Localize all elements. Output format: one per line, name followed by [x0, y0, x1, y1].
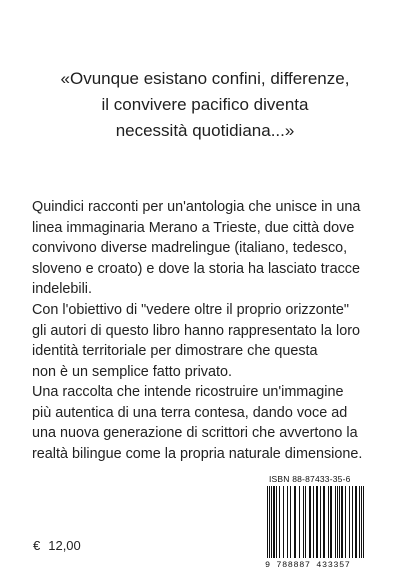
barcode-bar — [335, 486, 336, 558]
blurb-line: convivono diverse madrelingue (italiano, tedesco, — [32, 240, 348, 257]
blurb-line: Quindici racconti per un'antologia che unisce in una — [32, 199, 361, 215]
blurb-paragraph-3 — [32, 382, 382, 464]
barcode-bar — [309, 486, 311, 558]
barcode-bar — [341, 486, 343, 558]
price-amount: 12,00 — [48, 538, 81, 553]
price — [33, 538, 81, 553]
blurb-line: Con l'obiettivo di "vedere oltre il proprio orizzonte" — [32, 302, 349, 318]
barcode-bar — [330, 486, 332, 558]
blurb-line: identità territoriale per dimostrare che questa — [32, 343, 318, 360]
barcode-bar — [273, 486, 275, 558]
barcode-bar — [345, 486, 346, 558]
barcode-bar — [305, 486, 306, 558]
blurb-paragraph-1 — [32, 197, 382, 300]
barcode-bar — [269, 486, 270, 558]
blurb-line: linea immaginaria Merano a Trieste, due città dove — [32, 219, 355, 236]
barcode-bar — [349, 486, 350, 558]
barcode-bar — [352, 486, 353, 558]
blurb-line: Una raccolta che intende ricostruire un'immagine — [32, 384, 344, 400]
barcode-bar — [271, 486, 272, 558]
isbn-barcode-block — [263, 474, 388, 578]
blurb-line: non è un semplice fatto privato. — [32, 363, 232, 380]
barcode-bar — [359, 486, 360, 558]
barcode-bar — [316, 486, 318, 558]
isbn-label: ISBN 88-87433-35-6 — [269, 474, 351, 484]
cover-quote — [40, 66, 370, 144]
barcode-digits: 9 788887 433357 — [265, 560, 351, 570]
barcode-bar — [323, 486, 325, 558]
currency-symbol: € — [33, 538, 41, 553]
barcode-bar — [328, 486, 329, 558]
barcode-bar — [276, 486, 277, 558]
blurb-line: sloveno e croato) e dove la storia ha lasciato tracce — [32, 260, 360, 277]
blurb-line: gli autori di questo libro hanno rappresentato la loro — [32, 322, 360, 339]
barcode-bar — [363, 486, 364, 558]
barcode-bar — [279, 486, 280, 558]
quote-line: il convivere pacifico diventa — [101, 95, 309, 114]
blurb-line: indelebili. — [32, 281, 93, 298]
barcode-bar — [320, 486, 321, 558]
barcode-bar — [283, 486, 284, 558]
barcode-bar — [303, 486, 304, 558]
quote-line: «Ovunque esistano confini, differenze, — [60, 69, 350, 88]
barcode-bar — [267, 486, 268, 558]
barcode-bar — [355, 486, 357, 558]
barcode-bar — [299, 486, 300, 558]
barcode-bar — [287, 486, 288, 558]
barcode-bar — [361, 486, 362, 558]
barcode-bar — [290, 486, 291, 558]
barcode-icon — [265, 486, 373, 560]
barcode-bar — [337, 486, 338, 558]
quote-line: necessità quotidiana...» — [115, 121, 295, 140]
blurb-paragraph-2 — [32, 300, 382, 382]
barcode-bar — [339, 486, 340, 558]
blurb-line: una nuova generazione di scrittori che avvertono la — [32, 425, 358, 442]
blurb-line: realtà bilingue come la propria naturale dimensione. — [32, 445, 363, 462]
barcode-bar — [313, 486, 314, 558]
barcode-bar — [294, 486, 296, 558]
blurb-line: più autentica di una terra contesa, dando voce ad — [32, 404, 348, 421]
